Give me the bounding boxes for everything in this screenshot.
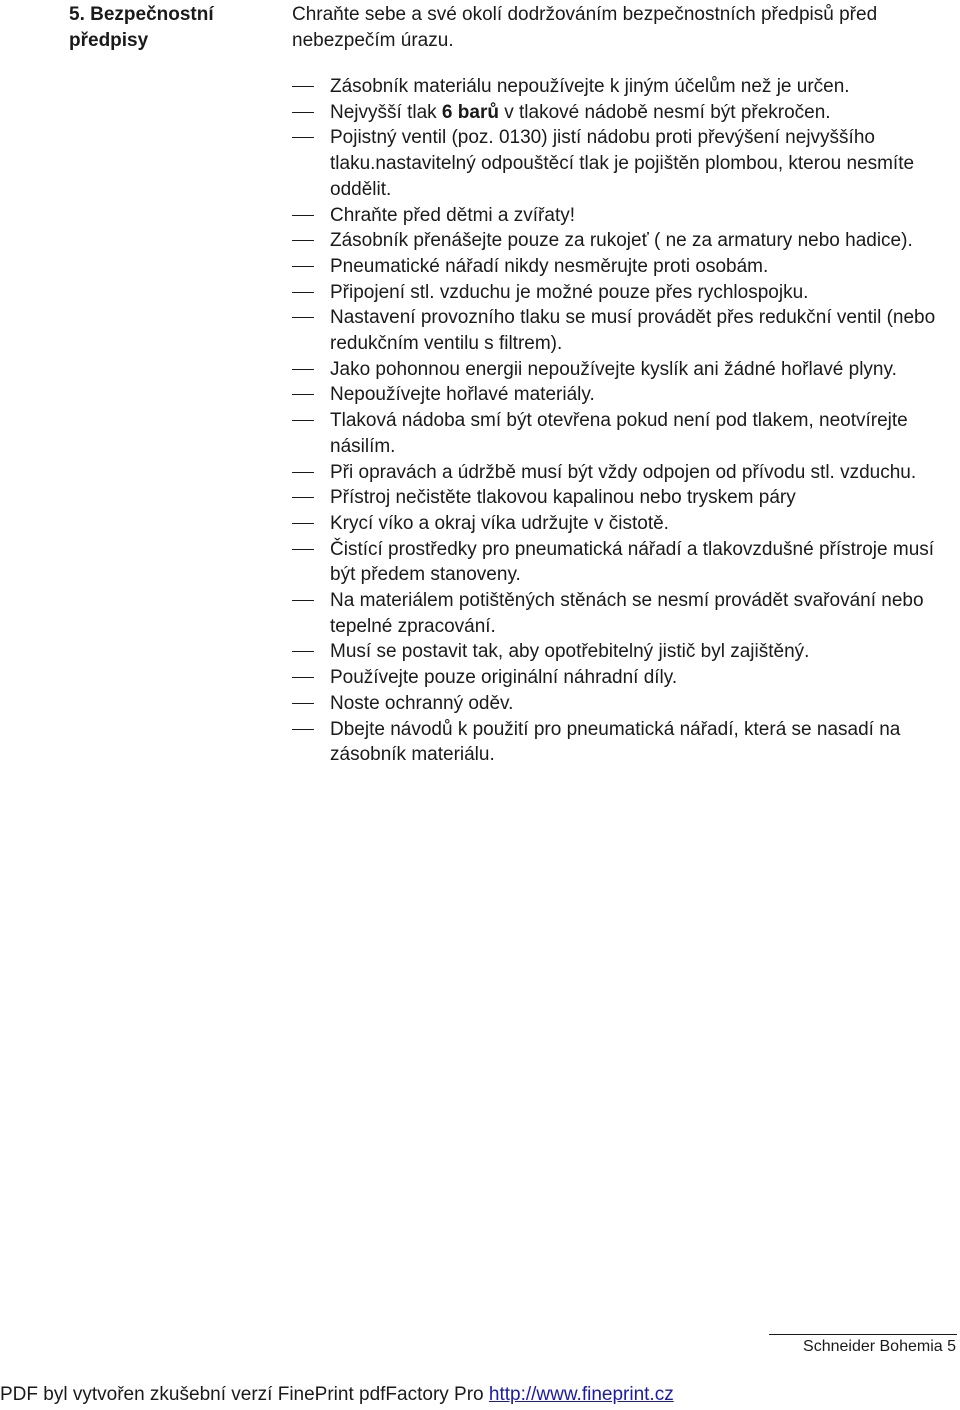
dash-bullet-icon (292, 137, 314, 138)
rule-item (292, 382, 960, 408)
rule-item (292, 537, 960, 588)
rule-text (330, 460, 960, 486)
rule-text-part: Krycí víko a okraj víka udržujte v čistotě. (330, 512, 669, 534)
rule-text (330, 408, 960, 459)
rule-text-part: Zásobník materiálu nepoužívejte k jiným účelům než je určen. (330, 76, 850, 97)
rule-item (292, 74, 960, 100)
rule-text-part: Jako pohonnou energii nepoužívejte kyslík ani žádné hořlavé plyny. (330, 358, 897, 380)
rule-text-part: Nastavení provozního tlaku se musí provádět přes redukční ventil (nebo redukčním ventilu s filtrem). (330, 307, 936, 355)
rule-text (330, 100, 960, 126)
rule-text (330, 537, 960, 588)
rule-text (330, 691, 960, 717)
dash-bullet-icon (292, 266, 314, 267)
intro-paragraph: Chraňte sebe a své okolí dodržováním bezpečnostních předpisů před nebezpečím úrazu. (292, 4, 878, 51)
rule-item (292, 691, 960, 717)
section-heading (69, 2, 269, 54)
rule-text-part: Nejvyšší tlak (330, 101, 442, 123)
footer-company-page: Schneider Bohemia 5 (803, 1338, 956, 1355)
rule-text-part: Na materiálem potištěných stěnách se nesmí provádět svařování nebo tepelné zpracování. (330, 590, 924, 637)
safety-rules-list (292, 74, 960, 768)
rule-text-part: Při opravách a údržbě musí být vždy odpojen od přívodu stl. vzduchu. (330, 461, 917, 483)
rule-text (330, 511, 960, 537)
rule-text (330, 254, 960, 280)
rule-item (292, 665, 960, 691)
dash-bullet-icon (292, 317, 314, 318)
rule-item (292, 717, 960, 768)
rule-text-part: Přístroj nečistěte tlakovou kapalinou nebo tryskem páry (330, 487, 796, 509)
rule-item (292, 588, 960, 639)
dash-bullet-icon (292, 651, 314, 652)
rule-text-bold: 6 barů (441, 101, 499, 123)
dash-bullet-icon (292, 600, 314, 601)
rule-text-part: Zásobník přenášejte pouze za rukojeť ( ne za armatury nebo hadice). (330, 230, 913, 252)
rule-text-part: Používejte pouze originální náhradní díly. (330, 667, 678, 689)
dash-bullet-icon (292, 497, 314, 498)
footer-divider (769, 1334, 957, 1335)
dash-bullet-icon (292, 369, 314, 370)
rule-text-part: Dbejte návodů k použití pro pneumatická nářadí, která se nasadí na zásobník materiálu. (330, 718, 901, 766)
rule-item (292, 460, 960, 486)
dash-bullet-icon (292, 292, 314, 293)
rule-text (330, 305, 960, 356)
dash-bullet-icon (292, 703, 314, 704)
rule-item (292, 639, 960, 665)
rule-text-part: Pojistný ventil (poz. 0130) jistí nádobu proti převýšení nejvyššího tlaku.nastavitelný odpouštěcí tlak je pojištěn plombou, kterou nesmíte oddělit. (330, 127, 915, 200)
rule-text (330, 665, 960, 691)
rule-item (292, 254, 960, 280)
rule-text-part: Připojení stl. vzduchu je možné pouze přes rychlospojku. (330, 281, 809, 303)
rule-item (292, 100, 960, 126)
section-heading-line1: 5. Bezpečnostní (69, 4, 214, 25)
dash-bullet-icon (292, 240, 314, 241)
rule-text (330, 588, 960, 639)
dash-bullet-icon (292, 86, 314, 87)
rule-text-part: Nepoužívejte hořlavé materiály. (330, 384, 595, 406)
rule-text-part: Pneumatické nářadí nikdy nesměrujte proti osobám. (330, 255, 769, 277)
rule-item (292, 305, 960, 356)
dash-bullet-icon (292, 215, 314, 216)
rule-item (292, 485, 960, 511)
rule-item (292, 408, 960, 459)
dash-bullet-icon (292, 729, 314, 730)
rule-text-part: Noste ochranný oděv. (330, 692, 514, 714)
rule-text-part: Čistící prostředky pro pneumatická nářadí a tlakovzdušné přístroje musí být předem stanoveny. (330, 538, 935, 586)
dash-bullet-icon (292, 394, 314, 395)
rule-item (292, 228, 960, 254)
pdf-banner (0, 1383, 674, 1407)
rule-text-part: Chraňte před dětmi a zvířaty! (330, 204, 575, 226)
rule-text-part: Tlaková nádoba smí být otevřena pokud není pod tlakem, neotvírejte násilím. (330, 410, 908, 457)
rule-item (292, 125, 960, 202)
rule-item (292, 357, 960, 383)
dash-bullet-icon (292, 677, 314, 678)
rule-text-part: v tlakové nádobě nesmí být překročen. (498, 101, 831, 123)
section-heading-line2: předpisy (69, 30, 149, 51)
rule-text (330, 228, 960, 254)
dash-bullet-icon (292, 112, 314, 113)
dash-bullet-icon (292, 420, 314, 421)
rule-text (330, 382, 960, 408)
rule-text (330, 280, 960, 306)
rule-text (330, 485, 960, 511)
rule-text (330, 357, 960, 383)
rule-item (292, 511, 960, 537)
dash-bullet-icon (292, 523, 314, 524)
rule-text (330, 639, 960, 665)
rule-text (330, 74, 960, 100)
rule-text (330, 717, 960, 768)
rule-text (330, 125, 960, 202)
pdf-banner-text: PDF byl vytvořen zkušební verzí FinePrint pdfFactory Pro (0, 1384, 489, 1405)
dash-bullet-icon (292, 472, 314, 473)
rule-item (292, 203, 960, 229)
rule-text-part: Musí se postavit tak, aby opotřebitelný jistič byl zajištěný. (330, 641, 810, 663)
rule-text (330, 203, 960, 229)
fineprint-link[interactable]: http://www.fineprint.cz (488, 1384, 674, 1405)
dash-bullet-icon (292, 549, 314, 550)
rule-item (292, 280, 960, 306)
